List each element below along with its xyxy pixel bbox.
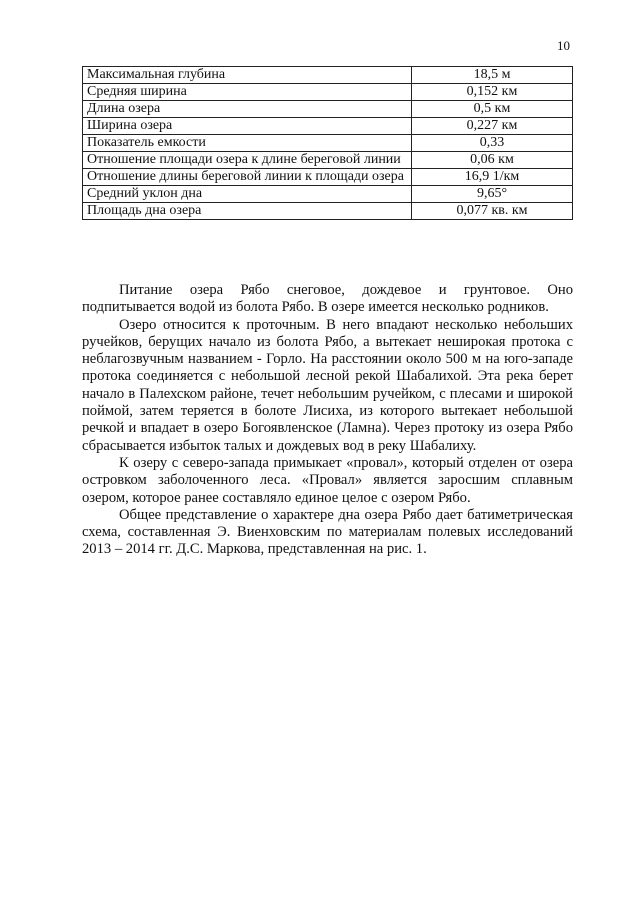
parameter-value: 18,5 м: [412, 67, 573, 84]
parameter-value: 0,5 км: [412, 101, 573, 118]
parameter-name: Средняя ширина: [83, 84, 412, 101]
table-row: [83, 67, 573, 84]
parameter-name: Показатель емкости: [83, 135, 412, 152]
table-row: [83, 135, 573, 152]
parameter-name: Средний уклон дна: [83, 186, 412, 203]
parameter-value: 9,65°: [412, 186, 573, 203]
paragraph: Общее представление о характере дна озера Рябо дает батиметрическая схема, составленная Э. Виенховским по материалам полевых исследований 2013 – 2014 гг. Д.С. Маркова, представленная на рис. 1.: [82, 506, 573, 558]
parameter-name: Ширина озера: [83, 118, 412, 135]
parameter-value: 0,152 км: [412, 84, 573, 101]
parameter-value: 0,06 км: [412, 152, 573, 169]
parameter-name: Отношение площади озера к длине береговой линии: [83, 152, 412, 169]
parameter-value: 0,33: [412, 135, 573, 152]
body-text: [82, 282, 573, 559]
parameter-value: 0,227 км: [412, 118, 573, 135]
paragraph: Озеро относится к проточным. В него впадают несколько небольших ручейков, берущих начало из болота Рябо, а вытекает неширокая протока с неблагозвучным названием - Горло. На расстоянии около 500 м на юго-западе протока соединяется с небольшой лесной рекой Шабалихой. Эта река берет начало в Палехском районе, течет небольшим ручейком, с плесами и широкой поймой, затем теряется в болоте Лисиха, из которого вытекает небольшой речкой и впадает в озеро Богоявленское (Ламна). Через протоку из озера Рябо сбрасывается избыток талых и дождевых вод в реку Шабалиху.: [82, 316, 573, 454]
parameter-name: Длина озера: [83, 101, 412, 118]
table-row: [83, 152, 573, 169]
parameter-value: 0,077 кв. км: [412, 203, 573, 220]
table-row: [83, 101, 573, 118]
parameter-name: Максимальная глубина: [83, 67, 412, 84]
table-row: [83, 169, 573, 186]
lake-parameters-table: [82, 66, 573, 220]
parameter-name: Отношение длины береговой линии к площади озера: [83, 169, 412, 186]
table-row: [83, 186, 573, 203]
page-number: 10: [557, 38, 570, 53]
table-row: [83, 203, 573, 220]
table-row: [83, 118, 573, 135]
paragraph: Питание озера Рябо снеговое, дождевое и грунтовое. Оно подпитывается водой из болота Рябо. В озере имеется несколько родников.: [82, 282, 573, 316]
parameter-name: Площадь дна озера: [83, 203, 412, 220]
paragraph: К озеру с северо-запада примыкает «провал», который отделен от озера островком заболоченного леса. «Провал» является заросшим сплавным озером, которое ранее составляло единое целое с озером Рябо.: [82, 454, 573, 506]
table-row: [83, 84, 573, 101]
parameter-value: 16,9 1/км: [412, 169, 573, 186]
